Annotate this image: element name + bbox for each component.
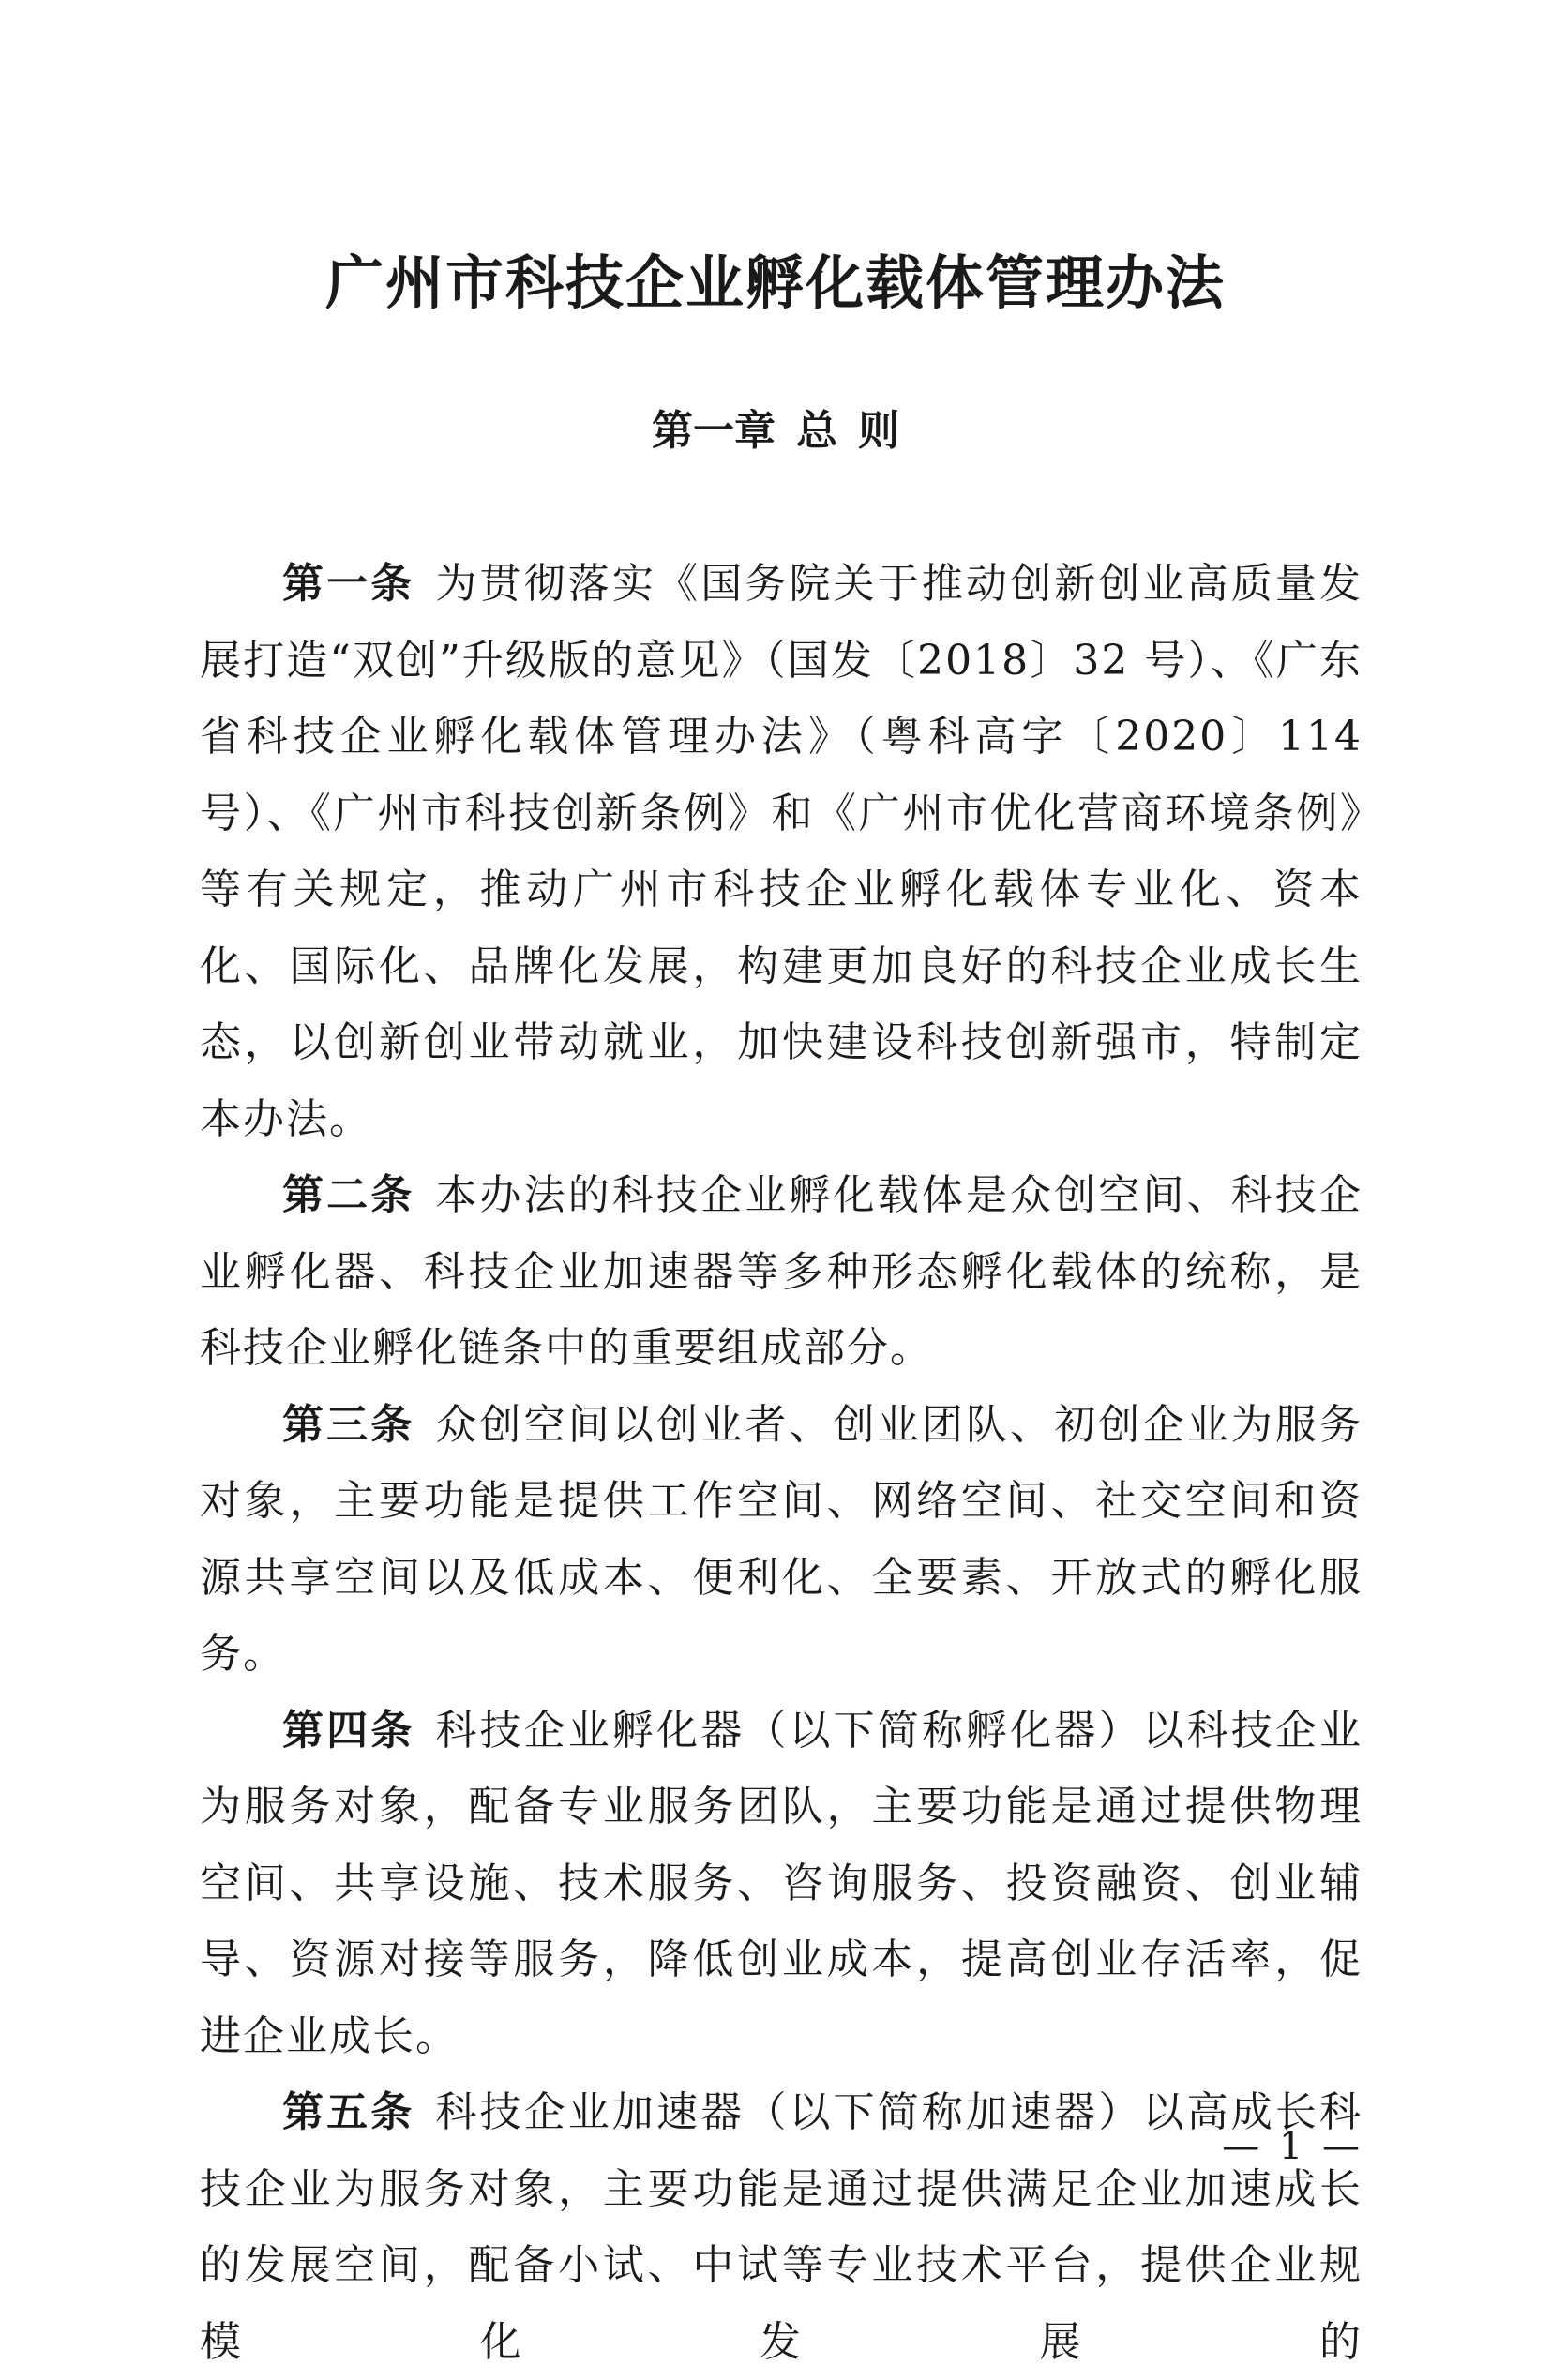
article-label: 第五条 [282, 2088, 415, 2136]
chapter-name-part2: 则 [858, 407, 899, 455]
article-1 [200, 546, 1363, 1157]
article-4 [200, 1693, 1363, 2075]
article-2 [200, 1157, 1363, 1387]
article-text: 科技企业加速器（以下简称加速器）以高成长科技企业为服务对象，主要功能是通过提供满足企业加速成长的发展空间，配备小试、中试等专业技术平台，提供企业规模化发展的 [200, 2088, 1363, 2366]
page-number: — 1 — [1222, 2125, 1363, 2168]
document-title: 广州市科技企业孵化载体管理办法 [324, 249, 1226, 317]
article-label: 第四条 [282, 1706, 415, 1755]
article-label: 第一条 [282, 560, 415, 608]
article-text: 本办法的科技企业孵化载体是众创空间、科技企业孵化器、科技企业加速器等多种形态孵化载体的统称，是科技企业孵化链条中的重要组成部分。 [200, 1171, 1363, 1372]
article-3 [200, 1387, 1363, 1693]
article-label: 第三条 [282, 1400, 415, 1449]
document-body [200, 546, 1363, 2380]
chapter-heading [0, 403, 1551, 459]
article-text: 众创空间以创业者、创业团队、初创企业为服务对象，主要功能是提供工作空间、网络空间、社交空间和资源共享空间以及低成本、便利化、全要素、开放式的孵化服务。 [200, 1400, 1363, 1678]
chapter-name-part1: 总 [796, 407, 837, 455]
article-text: 为贯彻落实《国务院关于推动创新创业高质量发展打造“双创”升级版的意见》（国发〔2018〕32 号）、《广东省科技企业孵化载体管理办法》（粤科高字〔2020〕114 号）、《广州市科技创新条例》和《广州市优化营商环境条例》等有关规定，推动广州市科技企业孵化载体专业化、资本化、国际化、品牌化发展，构建更加良好的科技企业成长生态，以创新创业带动就业，加快建设科技创新强市，特制定本办法。 [200, 560, 1363, 1143]
chapter-label: 第一章 [652, 407, 776, 455]
article-text: 科技企业孵化器（以下简称孵化器）以科技企业为服务对象，配备专业服务团队，主要功能是通过提供物理空间、共享设施、技术服务、咨询服务、投资融资、创业辅导、资源对接等服务，降低创业成本，提高创业存活率，促进企业成长。 [200, 1706, 1363, 2060]
article-label: 第二条 [282, 1171, 415, 1219]
article-5 [200, 2074, 1363, 2380]
